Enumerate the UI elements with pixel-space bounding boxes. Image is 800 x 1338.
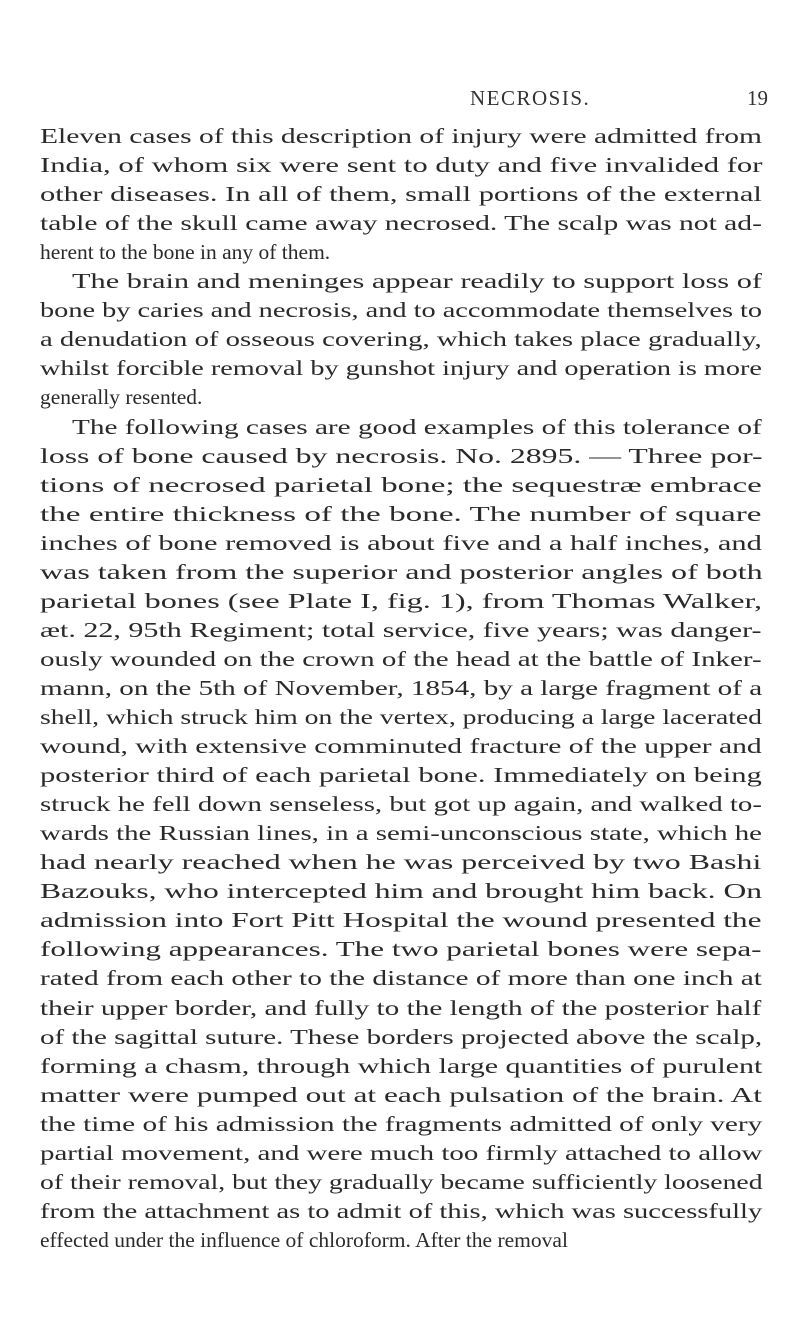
text-line: India, of whom six were sent to duty and five invalided for [40, 153, 763, 178]
text-line: from the attachment as to admit of this, which was successfully [40, 1198, 763, 1223]
text-line: bone by caries and necrosis, and to accommodate themselves to [40, 298, 763, 323]
text-line: of the sagittal suture. These borders projected above the scalp, [40, 1024, 763, 1049]
text-line: whilst forcible removal by gunshot injury and operation is more [40, 356, 762, 381]
text-line: The following cases are good examples of this tolerance of [72, 414, 762, 439]
text-line: loss of bone caused by necrosis. No. 2895. — Three por- [40, 443, 763, 468]
text-line: shell, which struck him on the vertex, producing a large lacerated [40, 705, 763, 729]
text-line: parietal bones (see Plate I, fig. 1), from Thomas Walker, [40, 588, 763, 613]
text-line: the entire thickness of the bone. The number of square [40, 501, 762, 526]
text-line: forming a chasm, through which large quantities of purulent [40, 1053, 763, 1078]
text-line: The brain and meninges appear readily to support loss of [72, 269, 762, 294]
text-line: the time of his admission the fragments admitted of only very [40, 1111, 763, 1136]
text-line: had nearly reached when he was perceived by two Bashi [40, 850, 762, 875]
text-line: mann, on the 5th of November, 1854, by a large fragment of a [40, 675, 763, 700]
text-line: matter were pumped out at each pulsation of the brain. At [40, 1082, 762, 1107]
text-line: other diseases. In all of them, small portions of the external [40, 182, 762, 207]
text-line: Eleven cases of this description of injury were admitted from [40, 124, 762, 148]
text-line: their upper border, and fully to the length of the posterior half [40, 995, 762, 1020]
page-number: 19 [747, 86, 768, 110]
text-line: ously wounded on the crown of the head at the battle of Inker- [40, 646, 762, 671]
text-line: rated from each other to the distance of more than one inch at [40, 966, 762, 991]
text-line: æt. 22, 95th Regiment; total service, five years; was danger- [40, 617, 762, 642]
text-line: Bazouks, who intercepted him and brought him back. On [40, 879, 763, 904]
text-line: posterior third of each parietal bone. Immediately on being [40, 763, 762, 788]
text-line: effected under the influence of chloroform. After the removal [40, 1227, 568, 1252]
text-line: wards the Russian lines, in a semi-unconscious state, which he [40, 821, 762, 846]
text-line: following appearances. The two parietal bones were sepa- [40, 937, 762, 962]
text-line: was taken from the superior and posterior angles of both [40, 559, 763, 584]
running-title: NECROSIS. [470, 86, 591, 110]
text-line: wound, with extensive comminuted fracture of the upper and [40, 734, 762, 759]
text-line: struck he fell down senseless, but got up again, and walked to- [40, 792, 762, 817]
text-line: herent to the bone in any of them. [40, 240, 331, 265]
text-line: a denudation of osseous covering, which takes place gradually, [40, 327, 762, 352]
text-line: tions of necrosed parietal bone; the sequestræ embrace [40, 472, 762, 497]
text-line: inches of bone removed is about five and a half inches, and [40, 530, 762, 555]
text-line: of their removal, but they gradually became sufficiently loosened [40, 1169, 763, 1194]
text-line: partial movement, and were much too firmly attached to allow [40, 1140, 763, 1165]
text-line: generally resented. [40, 385, 203, 410]
text-line: table of the skull came away necrosed. The scalp was not ad- [40, 211, 762, 236]
text-line: admission into Fort Pitt Hospital the wound presented the [40, 908, 762, 933]
